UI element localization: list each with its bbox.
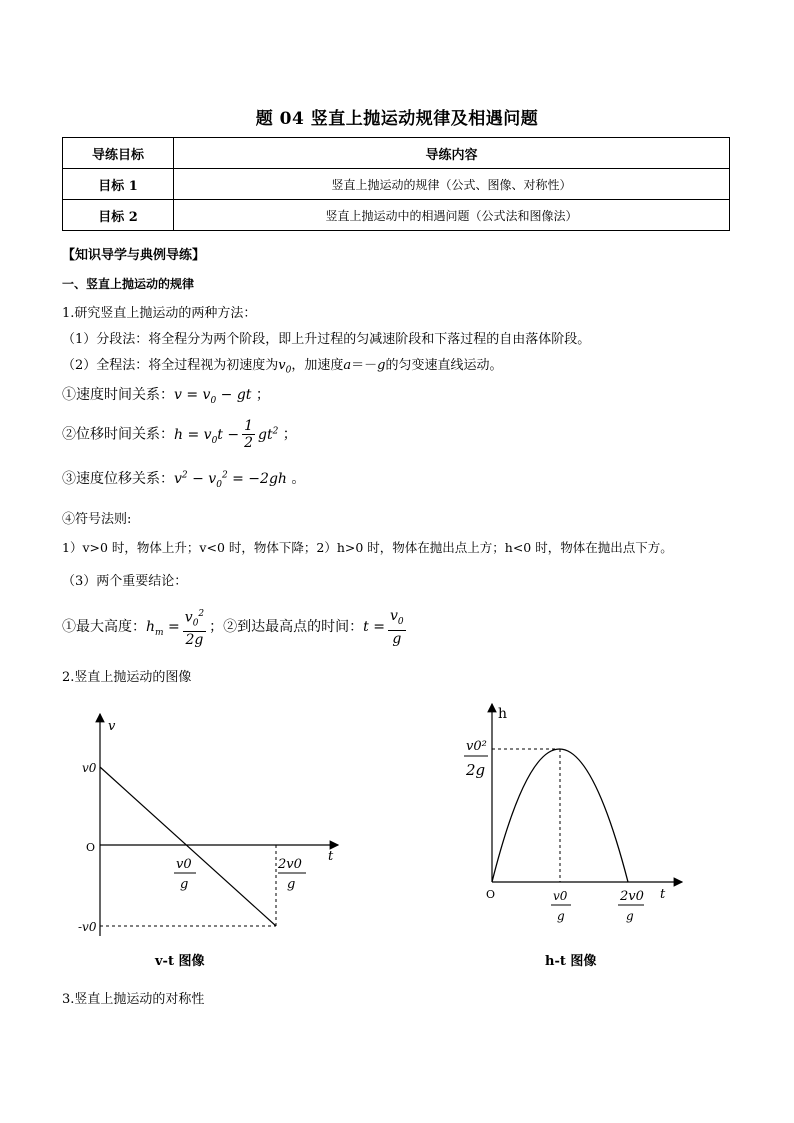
vt-x-end-num: 2v0: [278, 857, 302, 872]
goal-content: 竖直上抛运动中的相遇问题（公式法和图像法）: [174, 200, 730, 231]
conclusion2-label: ；②到达最高点的时间：: [209, 619, 364, 636]
goals-header-content: 导练内容: [174, 138, 730, 169]
ht-x-mid-den: g: [557, 909, 565, 923]
method1-text: （1）分段法：将全程分为两个阶段，即上升过程的匀减速阶段和下落过程的自由落体阶段。: [62, 332, 591, 347]
vt-x-axis-label: t: [328, 849, 334, 864]
goals-table: [62, 137, 730, 231]
ht-y-peak-num: v0²: [466, 739, 487, 754]
method2-prefix: （2）全程法：将全过程视为初速度为: [62, 358, 279, 373]
method2-mid: ，加速度: [291, 358, 344, 373]
section-heading: 【知识导学与典例导练】: [62, 248, 206, 263]
ht-y-peak-den: 2g: [466, 761, 486, 779]
vt-x-mid-num: v0: [176, 857, 192, 872]
relation3-label: ③速度位移关系：: [62, 471, 174, 487]
relation2: ②位移时间关系：$h = v_0t$ − $\frac{1}{2}$ $gt^2$ ；: [62, 418, 297, 451]
item3-text: 3.竖直上抛运动的对称性: [62, 992, 205, 1007]
relation2-label: ②位移时间关系：: [62, 426, 174, 443]
item2-text: 2.竖直上抛运动的图像: [62, 670, 192, 685]
formula-acceleration: a: [343, 358, 352, 373]
vt-y-top-label: v0: [82, 761, 97, 775]
ht-y-axis-label: h: [498, 706, 508, 722]
vt-velocity-line: [100, 767, 276, 926]
vt-y-axis-label: v: [108, 719, 116, 734]
ht-x-end-num: 2v0: [620, 889, 644, 904]
vt-x-end-den: g: [287, 877, 296, 892]
goals-table-row: [63, 169, 730, 200]
page-title: 题 04 竖直上抛运动规律及相遇问题: [255, 109, 539, 129]
method2-text: （2）全程法：将全过程视为初速度为$v_0$，加速度a＝－g的匀变速直线运动。: [62, 358, 503, 376]
vt-graph-caption: v-t 图像: [155, 954, 205, 969]
goals-table-row: [63, 200, 730, 231]
relation3: ③速度位移关系：$v^2 - v_0^2 = -2gh$ 。: [62, 470, 306, 490]
vt-y-bottom-label: -v0: [78, 920, 97, 934]
formula-velocity-time: $v = v_0$ − gt: [174, 387, 252, 406]
goal-content: 竖直上抛运动的规律（公式、图像、对称性）: [174, 169, 730, 200]
sign-rule-label: ④符号法则:: [62, 512, 132, 527]
relation1-label: ①速度时间关系：: [62, 387, 174, 403]
goal-target: 目标 2: [63, 200, 174, 231]
sign-rule-text: 1）v>0 时，物体上升；v<0 时，物体下降；2）h>0 时，物体在抛出点上方；h<0 时，物体在抛出点下方。: [62, 540, 673, 555]
ht-x-end-den: g: [626, 909, 634, 923]
ht-origin-label: O: [486, 888, 496, 901]
conclusions: [62, 606, 409, 648]
formula-v0: $v_0$: [278, 358, 292, 376]
vt-graph: [70, 706, 360, 946]
ht-x-axis-label: t: [660, 887, 666, 902]
goals-header-target: 导练目标: [63, 138, 174, 169]
formula-velocity-displacement: $v^2 - v_0^2 = -2gh$: [174, 470, 287, 490]
vt-origin-label: O: [86, 841, 96, 854]
vt-x-mid-den: g: [180, 877, 189, 892]
item1-text: 1.研究竖直上抛运动的两种方法：: [62, 306, 257, 321]
formula-peak-time: t = $\frac{v_0}{g}$: [363, 607, 404, 647]
ht-x-mid-num: v0: [553, 889, 568, 903]
formula-max-height: $h_m$ = $\frac{v_0^2}{2g}$: [146, 619, 209, 635]
ht-graph: [460, 700, 690, 940]
method2-suffix: 的匀变速直线运动。: [385, 358, 503, 373]
relation1: ①速度时间关系：$v = v_0$ − gt ；: [62, 387, 270, 406]
conclusions-label: （3）两个重要结论：: [62, 574, 188, 589]
part1-heading: 一、竖直上抛运动的规律: [62, 277, 195, 291]
ht-graph-caption: h-t 图像: [545, 954, 597, 969]
goals-table-header: [63, 138, 730, 169]
conclusion1-label: ①最大高度：: [62, 619, 146, 636]
formula-displacement-time: $h = v_0t$ − $\frac{1}{2}$ $gt^2$: [174, 418, 279, 451]
goal-target: 目标 1: [63, 169, 174, 200]
